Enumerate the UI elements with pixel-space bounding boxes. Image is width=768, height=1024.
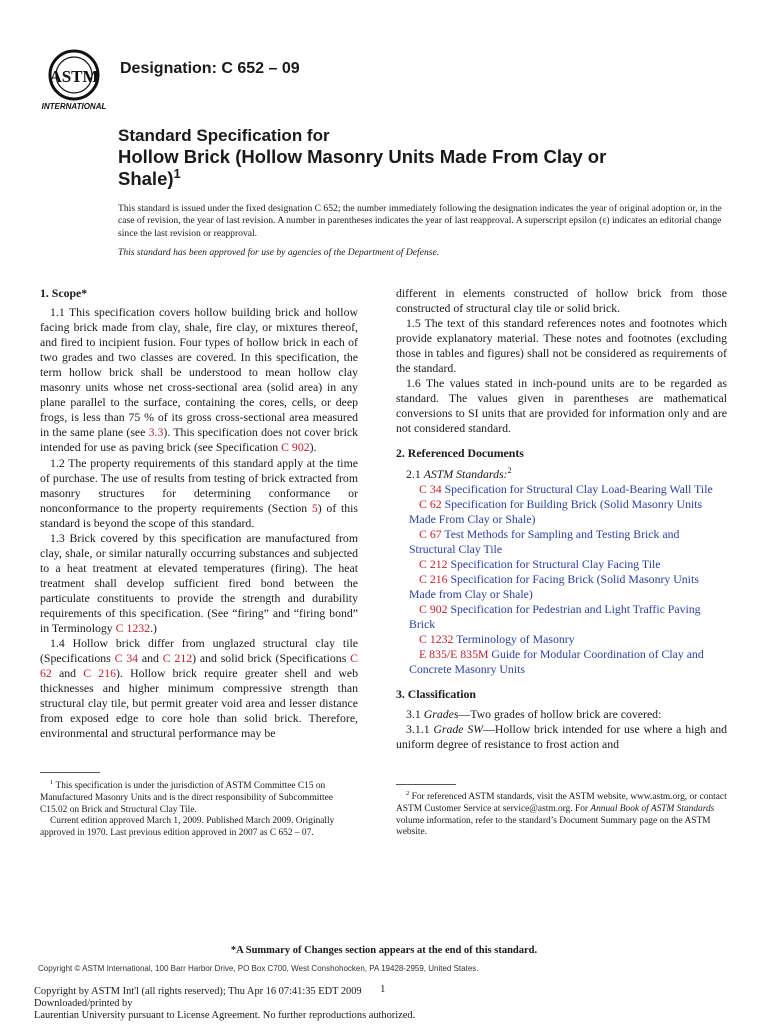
- reference-item: [396, 497, 727, 527]
- reference-item: [396, 647, 727, 677]
- reference-title-link[interactable]: Specification for Building Brick (Solid Masonry Units Made From Clay or Shale): [409, 496, 703, 526]
- reference-code-link[interactable]: C 34: [419, 481, 442, 496]
- text: volume information, refer to the standard’s Document Summary page on the ASTM website.: [396, 815, 711, 838]
- paragraph-1-5: 1.5 The text of this standard references notes and footnotes which provide explanatory material. These notes and footnotes (excluding those in tables and figures) shall not be considered as requirements of the standard.: [396, 316, 727, 376]
- reference-code-link[interactable]: E 835/E 835M: [419, 647, 489, 662]
- text: Annual Book of ASTM Standards: [590, 803, 715, 814]
- paragraph-3-1-1: [396, 722, 727, 752]
- text: Grades: [423, 707, 459, 722]
- download-line-2: Downloaded/printed by: [34, 997, 133, 1009]
- reference-code-link[interactable]: C 902: [419, 601, 448, 616]
- reference-title-link[interactable]: Terminology of Masonry: [456, 632, 575, 647]
- text: This specification is under the jurisdiction of ASTM Committee C15 on Manufactured Masonry Units and is the direct responsibility of Subcommittee C15.02 on Brick and Structural Clay Tile.: [40, 781, 333, 815]
- text: —Two grades of hollow brick are covered:: [458, 707, 662, 722]
- text: Grade SW: [433, 722, 484, 737]
- footnote-ref-2: 2: [507, 465, 512, 475]
- text: 2.1: [406, 466, 424, 481]
- paragraph-1-1: [40, 305, 358, 455]
- text: 1.2 The property requirements of this standard apply at the time of purchase. The use of results from testing of brick extracted from masonry structures for determining conformance or nonconformance to the property requirements (Section: [40, 455, 358, 515]
- text: ) of this standard is beyond the scope of this standard.: [40, 500, 358, 530]
- section-heading-classification: 3. Classification: [396, 687, 476, 702]
- link-c62[interactable]: C 62: [40, 651, 358, 681]
- reference-item: [396, 557, 727, 572]
- title-line-1: Standard Specification for: [118, 126, 330, 145]
- reference-item: [396, 632, 727, 647]
- copyright-line: Copyright © ASTM International, 100 Barr Harbor Drive, PO Box C700, West Conshohocken, PA 19428-2959, United States.: [38, 964, 479, 973]
- text: For referenced ASTM standards, visit the ASTM website, www.astm.org, or contact ASTM Customer Service at service@astm.org. For: [396, 792, 727, 814]
- reference-code-link[interactable]: C 62: [419, 496, 442, 511]
- astm-standards-intro: [396, 467, 727, 482]
- text: 3.1: [406, 707, 424, 722]
- designation: Designation: C 652 – 09: [120, 60, 300, 77]
- footnote-rule-left: [40, 772, 100, 773]
- text: 1.1 This specification covers hollow building brick and hollow facing brick made from clay, shale, fire clay, or mixtures thereof, and fired to incipient fusion. Four types of hollow brick in each of two grades and two classes are covered. In this specification, the term hollow brick shall be understood to mean hollow clay masonry units whose net cross-sectional area (solid area) in any plane parallel to the surface, containing the cores, cells, or deep frogs, is less than 75 % of its gross cross-sectional area measured in the same plane (see: [40, 305, 358, 440]
- paragraph-1-4-continued: different in elements constructed of hollow brick from those constructed of structural clay tile or solid brick.: [396, 286, 727, 316]
- astm-logo: [36, 48, 112, 112]
- paragraph-1-3: [40, 531, 358, 636]
- text: ASTM Standards:: [423, 466, 508, 481]
- link-c34[interactable]: C 34: [114, 651, 139, 666]
- link-c1232[interactable]: C 1232: [115, 621, 151, 636]
- title-footnote-ref: 1: [173, 165, 181, 181]
- link-c902[interactable]: C 902: [281, 440, 310, 455]
- footnote-2: [396, 789, 727, 839]
- title-line-3-text: Shale): [118, 168, 174, 189]
- title-line-3: [118, 165, 738, 190]
- logo-text: ASTM: [49, 67, 99, 86]
- reference-title-link[interactable]: Specification for Pedestrian and Light Traffic Paving Brick: [409, 601, 701, 631]
- link-3-3[interactable]: 3.3: [148, 425, 164, 440]
- right-column: [396, 286, 727, 752]
- reference-title-link[interactable]: Specification for Structural Clay Load-Bearing Wall Tile: [444, 481, 713, 496]
- text: 1.4 Hollow brick differ from unglazed structural clay tile (Specifications: [40, 636, 358, 666]
- link-c216[interactable]: C 216: [83, 666, 116, 681]
- reference-code-link[interactable]: C 216: [419, 571, 448, 586]
- paragraph-1-4: [40, 636, 358, 741]
- section-heading-scope: 1. Scope*: [40, 286, 88, 300]
- title-line-2: Hollow Brick (Hollow Masonry Units Made From Clay or: [118, 146, 607, 167]
- reference-code-link[interactable]: C 67: [419, 526, 442, 541]
- download-line-3: Laurentian University pursuant to License Agreement. No further reproductions authorized.: [34, 1009, 416, 1021]
- text: and: [138, 651, 163, 666]
- reference-title-link[interactable]: Guide for Modular Coordination of Clay and Concrete Masonry Units: [409, 647, 704, 677]
- issuance-note: This standard is issued under the fixed designation C 652; the number immediately following the designation indicates the year of original adoption or, in the case of revision, the year of last revision. A number in parentheses indicates the year of last reapproval. A superscript epsilon (ε) indicates an editorial change since the last revision or reapproval.: [118, 203, 722, 239]
- paragraph-3-1: [396, 707, 727, 722]
- text: and: [51, 666, 84, 681]
- footnote-1-edition: Current edition approved March 1, 2009. Published March 2009. Originally approved in 1970. Last previous edition approved in 2007 as C 652 – 07.: [40, 816, 335, 839]
- text: 1.3 Brick covered by this specification are manufactured from clay, shale, or similar naturally occurring substances and subjected to a heat treatment at elevated temperatures (firing). The heat treatment shall develop sufficient fired bond between the particulate constituents to provide the strength and durability requirements of this specification. (See “firing” and “firing bond” in Terminology: [40, 530, 358, 636]
- document-title: [118, 126, 738, 190]
- download-line-1: Copyright by ASTM Int'l (all rights reserved); Thu Apr 16 07:41:35 EDT 2009: [34, 986, 362, 997]
- reference-code-link[interactable]: C 212: [419, 556, 448, 571]
- text: ). Hollow brick require greater shell and web thicknesses and higher minimum compressive strength than structural clay tile, but permit greater void area and lesser distance from exposed edge to core hole than solid brick. Therefore, environmental and structural performance may be: [40, 666, 359, 741]
- paragraph-1-6: 1.6 The values stated in inch-pound units are to be regarded as standard. The values given in parentheses are mathematical conversions to SI units that are provided for information only and are not considered standard.: [396, 376, 727, 436]
- text: ). This specification does not cover brick intended for use as paving brick (see Specification: [40, 425, 358, 455]
- logo-subtext: INTERNATIONAL: [41, 102, 107, 111]
- download-notice: [34, 986, 415, 1021]
- reference-code-link[interactable]: C 1232: [419, 632, 454, 647]
- reference-title-link[interactable]: Specification for Structural Clay Facing Tile: [450, 556, 661, 571]
- reference-item: [396, 602, 727, 632]
- footnote-marker: 2: [406, 789, 410, 797]
- paragraph-1-2: [40, 456, 358, 531]
- text: 3.1.1: [406, 722, 434, 737]
- reference-item: [396, 527, 727, 557]
- text: ) and solid brick (Specifications: [192, 651, 351, 666]
- reference-item: [396, 572, 727, 602]
- footnote-1: [40, 778, 358, 840]
- page-number: 1: [380, 983, 386, 995]
- summary-of-changes-note: *A Summary of Changes section appears at the end of this standard.: [230, 945, 538, 956]
- footnote-rule-right: [396, 784, 456, 785]
- footnote-marker: 1: [50, 778, 54, 786]
- approval-note: This standard has been approved for use by agencies of the Department of Defense.: [118, 247, 440, 258]
- link-c212[interactable]: C 212: [162, 651, 193, 666]
- reference-title-link[interactable]: Test Methods for Sampling and Testing Brick and Structural Clay Tile: [409, 526, 680, 556]
- text: .): [150, 621, 157, 636]
- section-heading-referenced-documents: 2. Referenced Documents: [396, 446, 524, 461]
- reference-item: [396, 482, 727, 497]
- text: ).: [309, 440, 317, 455]
- left-column: [40, 286, 358, 741]
- reference-title-link[interactable]: Specification for Facing Brick (Solid Masonry Units Made from Clay or Shale): [409, 571, 699, 601]
- text: —Hollow brick intended for use where a high and uniform degree of resistance to frost action and: [396, 722, 727, 752]
- referenced-standards-list: [396, 482, 727, 678]
- link-section-5[interactable]: 5: [311, 500, 318, 515]
